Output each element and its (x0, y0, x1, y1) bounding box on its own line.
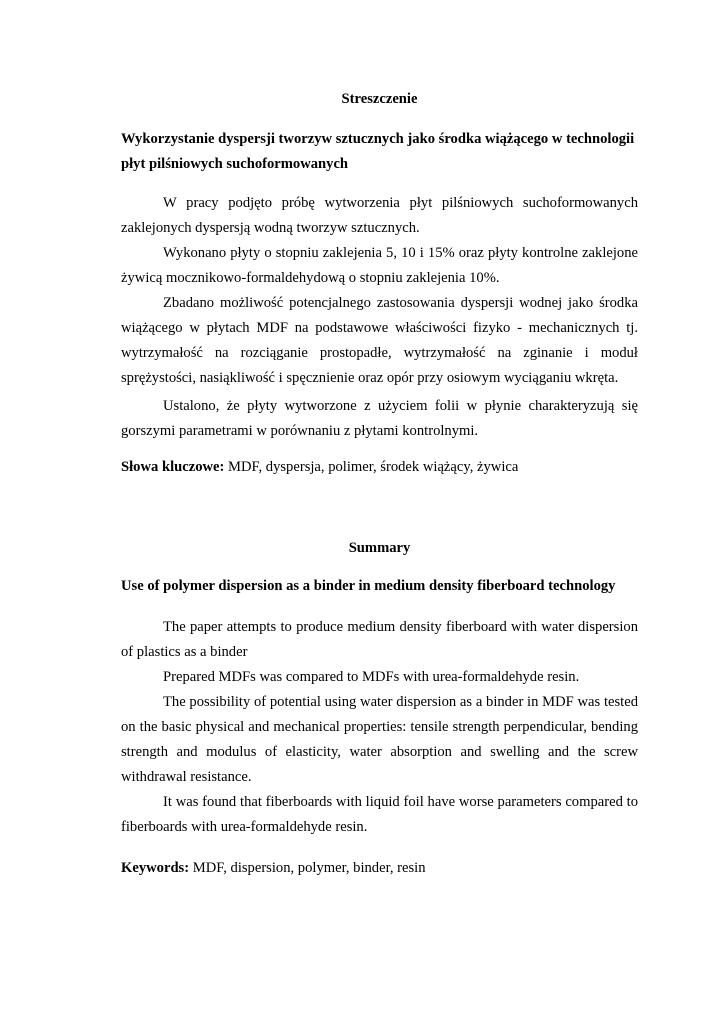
polish-keywords-value: MDF, dyspersja, polimer, środek wiążący, żywica (224, 459, 519, 475)
english-keywords (121, 858, 638, 878)
polish-heading: Streszczenie (341, 91, 418, 107)
english-keywords-value: MDF, dispersion, polymer, binder, resin (189, 860, 426, 876)
polish-paragraph-2: Wykonano płyty o stopniu zaklejenia 5, 10 i 15% oraz płyty kontrolne zaklejone żywicą mocznikowo-formaldehydową o stopniu zaklejenia 10%. (121, 245, 638, 286)
polish-paragraph-4: Ustalono, że płyty wytworzone z użyciem folii w płynie charakteryzują się gorszymi parametrami w porównaniu z płytami kontrolnymi. (121, 398, 638, 439)
english-paragraph-3: The possibility of potential using water dispersion as a binder in MDF was tested on the basic physical and mechanical properties: tensile strength perpendicular, bending strength and modulus of elasticity, water absorption and swelling and the screw withdrawal resistance. (121, 694, 638, 785)
english-title: Use of polymer dispersion as a binder in medium density fiberboard technology (121, 578, 616, 594)
english-heading: Summary (348, 540, 411, 556)
english-keywords-label: Keywords: (121, 860, 190, 876)
polish-keywords (121, 457, 638, 477)
english-paragraph-4: It was found that fiberboards with liquid foil have worse parameters compared to fiberboards with urea-formaldehyde resin. (121, 794, 638, 835)
polish-keywords-label: Słowa kluczowe: (121, 459, 225, 475)
english-paragraph-1: The paper attempts to produce medium density fiberboard with water dispersion of plastics as a binder (121, 619, 638, 660)
polish-paragraph-1: W pracy podjęto próbę wytworzenia płyt pilśniowych suchoformowanych zaklejonych dyspersją wodną tworzyw sztucznych. (121, 195, 638, 236)
polish-paragraph-3: Zbadano możliwość potencjalnego zastosowania dyspersji wodnej jako środka wiążącego w płytach MDF na podstawowe właściwości fizyko - mechanicznych tj. wytrzymałość na rozciąganie prostopadłe, wytrzymałość na zginanie i moduł sprężystości, nasiąkliwość i spęcznienie oraz opór przy osiowym wyciąganiu wkręta. (121, 295, 638, 386)
polish-title: Wykorzystanie dyspersji tworzyw sztucznych jako środka wiążącego w technologii płyt pilśniowych suchoformowanych (121, 131, 635, 172)
english-paragraph-2: Prepared MDFs was compared to MDFs with urea-formaldehyde resin. (163, 669, 580, 685)
